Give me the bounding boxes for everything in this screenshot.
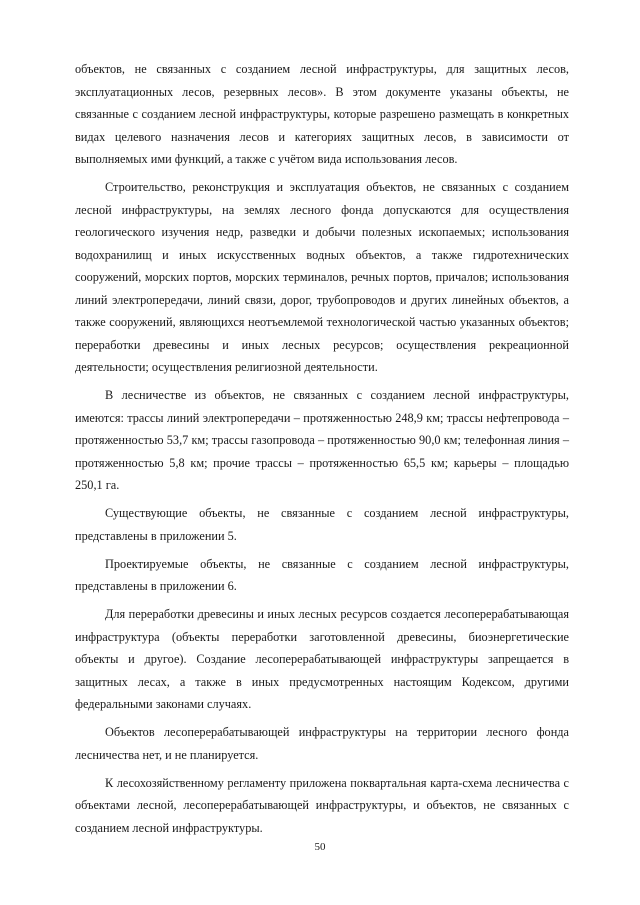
paragraph-7: Объектов лесоперерабатывающей инфраструктуры на территории лесного фонда лесничества нет, и не планируется. xyxy=(75,725,569,762)
paragraph-6: Для переработки древесины и иных лесных ресурсов создается лесоперерабатывающая инфраструктура (объекты переработки заготовленной древесины, биоэнергетические объекты и другое). Создание лесоперерабатывающей инфраструктуры запрещается в защитных лесах, а также в иных предусмотренных настоящим Кодексом, другими федеральными законами случаях. xyxy=(75,607,569,711)
paragraph-3: В лесничестве из объектов, не связанных с созданием лесной инфраструктуры, имеются: трассы линий электропередачи – протяженностью 248,9 км; трассы нефтепровода – протяженностью 53,7 км; трассы газопровода – протяженностью 90,0 км; телефонная линия – протяженностью 5,8 км; прочие трассы – протяженностью 65,5 км; карьеры – площадью 250,1 га. xyxy=(75,388,569,492)
body-text xyxy=(75,58,569,845)
paragraph-4: Существующие объекты, не связанные с созданием лесной инфраструктуры, представлены в приложении 5. xyxy=(75,506,569,543)
paragraph-1: объектов, не связанных с созданием лесной инфраструктуры, для защитных лесов, эксплуатационных лесов, резервных лесов». В этом документе указаны объекты, не связанные с созданием лесной инфраструктуры, которые разрешено размещать в конкретных видах целевого назначения лесов и категориях защитных лесов, в зависимости от выполняемых ими функций, а также с учётом вида использования лесов. xyxy=(75,62,569,166)
paragraph-2: Строительство, реконструкция и эксплуатация объектов, не связанных с созданием лесной инфраструктуры, на землях лесного фонда допускаются для осуществления геологического изучения недр, разведки и добычи полезных ископаемых; использования водохранилищ и иных искусственных водных объектов, а также гидротехнических сооружений, морских портов, морских терминалов, речных портов, причалов; использования линий электропередачи, линий связи, дорог, трубопроводов и других линейных объектов, а также сооружений, являющихся неотъемлемой технологической частью указанных объектов; переработки древесины и иных лесных ресурсов; осуществления рекреационной деятельности; осуществления религиозной деятельности. xyxy=(75,180,569,374)
paragraph-5: Проектируемые объекты, не связанные с созданием лесной инфраструктуры, представлены в приложении 6. xyxy=(75,556,569,593)
page-number: 50 xyxy=(314,841,326,853)
paragraph-8: К лесохозяйственному регламенту приложена поквартальная карта-схема лесничества с объектами лесной, лесоперерабатывающей инфраструктуры, и объектов, не связанных с созданием лесной инфраструктуры. xyxy=(75,775,569,835)
